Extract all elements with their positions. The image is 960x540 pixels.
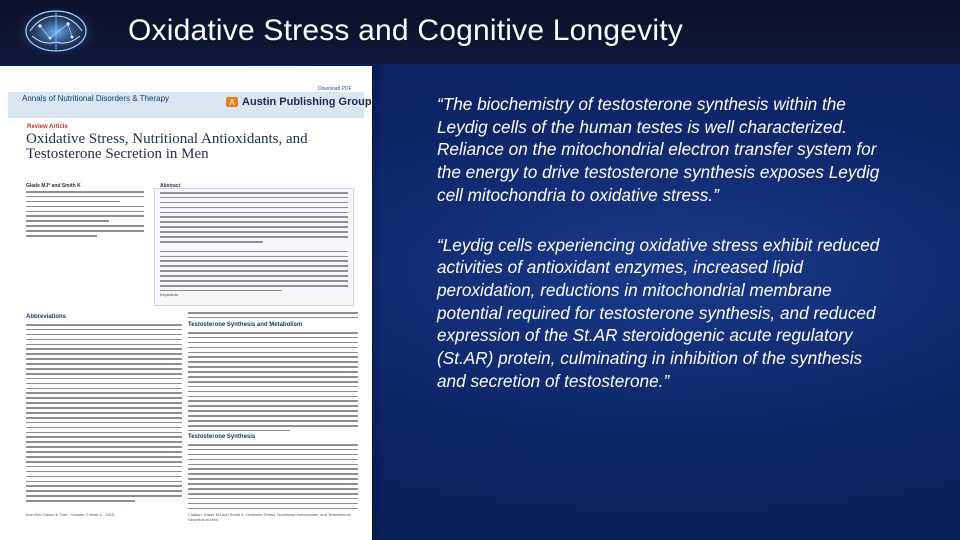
slide-title: Oxidative Stress and Cognitive Longevity [128, 14, 683, 47]
intro-text [188, 332, 358, 435]
intro-top-text [188, 312, 358, 322]
paper-authors: Glade MJ* and Smith K [26, 183, 81, 189]
paper-footer-right: Citation: Glade MJ and Smith K. Oxidative Stress, Nutritional Antioxidants, and Testosterone Secretion in Men. [188, 512, 351, 522]
article-type: Review Article [27, 124, 68, 130]
quote-1: “The biochemistry of testosterone synthesis within the Leydig cells of the human testes is well characterized. Reliance on the mitochondrial electron transfer system for the energy to drive testosterone synthesis exposes Leydig cell mitochondria to oxidative stress.” [437, 94, 880, 205]
quotes-panel [437, 93, 887, 392]
intro-heading: Testosterone Synthesis and Metabolism [188, 322, 303, 328]
synthesis-heading: Testosterone Synthesis [188, 434, 256, 440]
journal-name: Annals of Nutritional Disorders & Therapy [22, 94, 170, 103]
austin-logo-icon [225, 95, 239, 109]
paper-title: Oxidative Stress, Nutritional Antioxidants, and Testosterone Secretion in Men [26, 131, 308, 162]
svg-text:A: A [229, 98, 235, 107]
quote-2: “Leydig cells experiencing oxidative stress exhibit reduced activities of antioxidant enzymes, increased lipid peroxidation, reductions in mitochondrial membrane potential required for testosterone synthesis, and reduced expression of the St.AR steroidogenic acute regulatory (St.AR) protein, culminating in inhibition of the synthesis and secretion of testosterone.” [437, 234, 880, 391]
brain-circuit-icon [10, 4, 102, 60]
abstract-text [160, 192, 348, 295]
paper-footer-left: Ann Nutr Disord & Ther - Volume 2 Issue 1 - 2015 [26, 512, 115, 517]
paper-image [0, 66, 372, 540]
keywords: Keywords: [160, 292, 179, 297]
abstract-heading: Abstract [160, 183, 181, 189]
abbreviations-heading: Abbreviations [26, 314, 67, 320]
synthesis-text [188, 444, 358, 512]
publisher-name: Austin Publishing Group [242, 96, 372, 108]
download-tag: Download PDF [318, 86, 352, 92]
author-info-text [26, 191, 144, 240]
abbreviations-text [26, 324, 182, 505]
title-bar [0, 0, 960, 64]
